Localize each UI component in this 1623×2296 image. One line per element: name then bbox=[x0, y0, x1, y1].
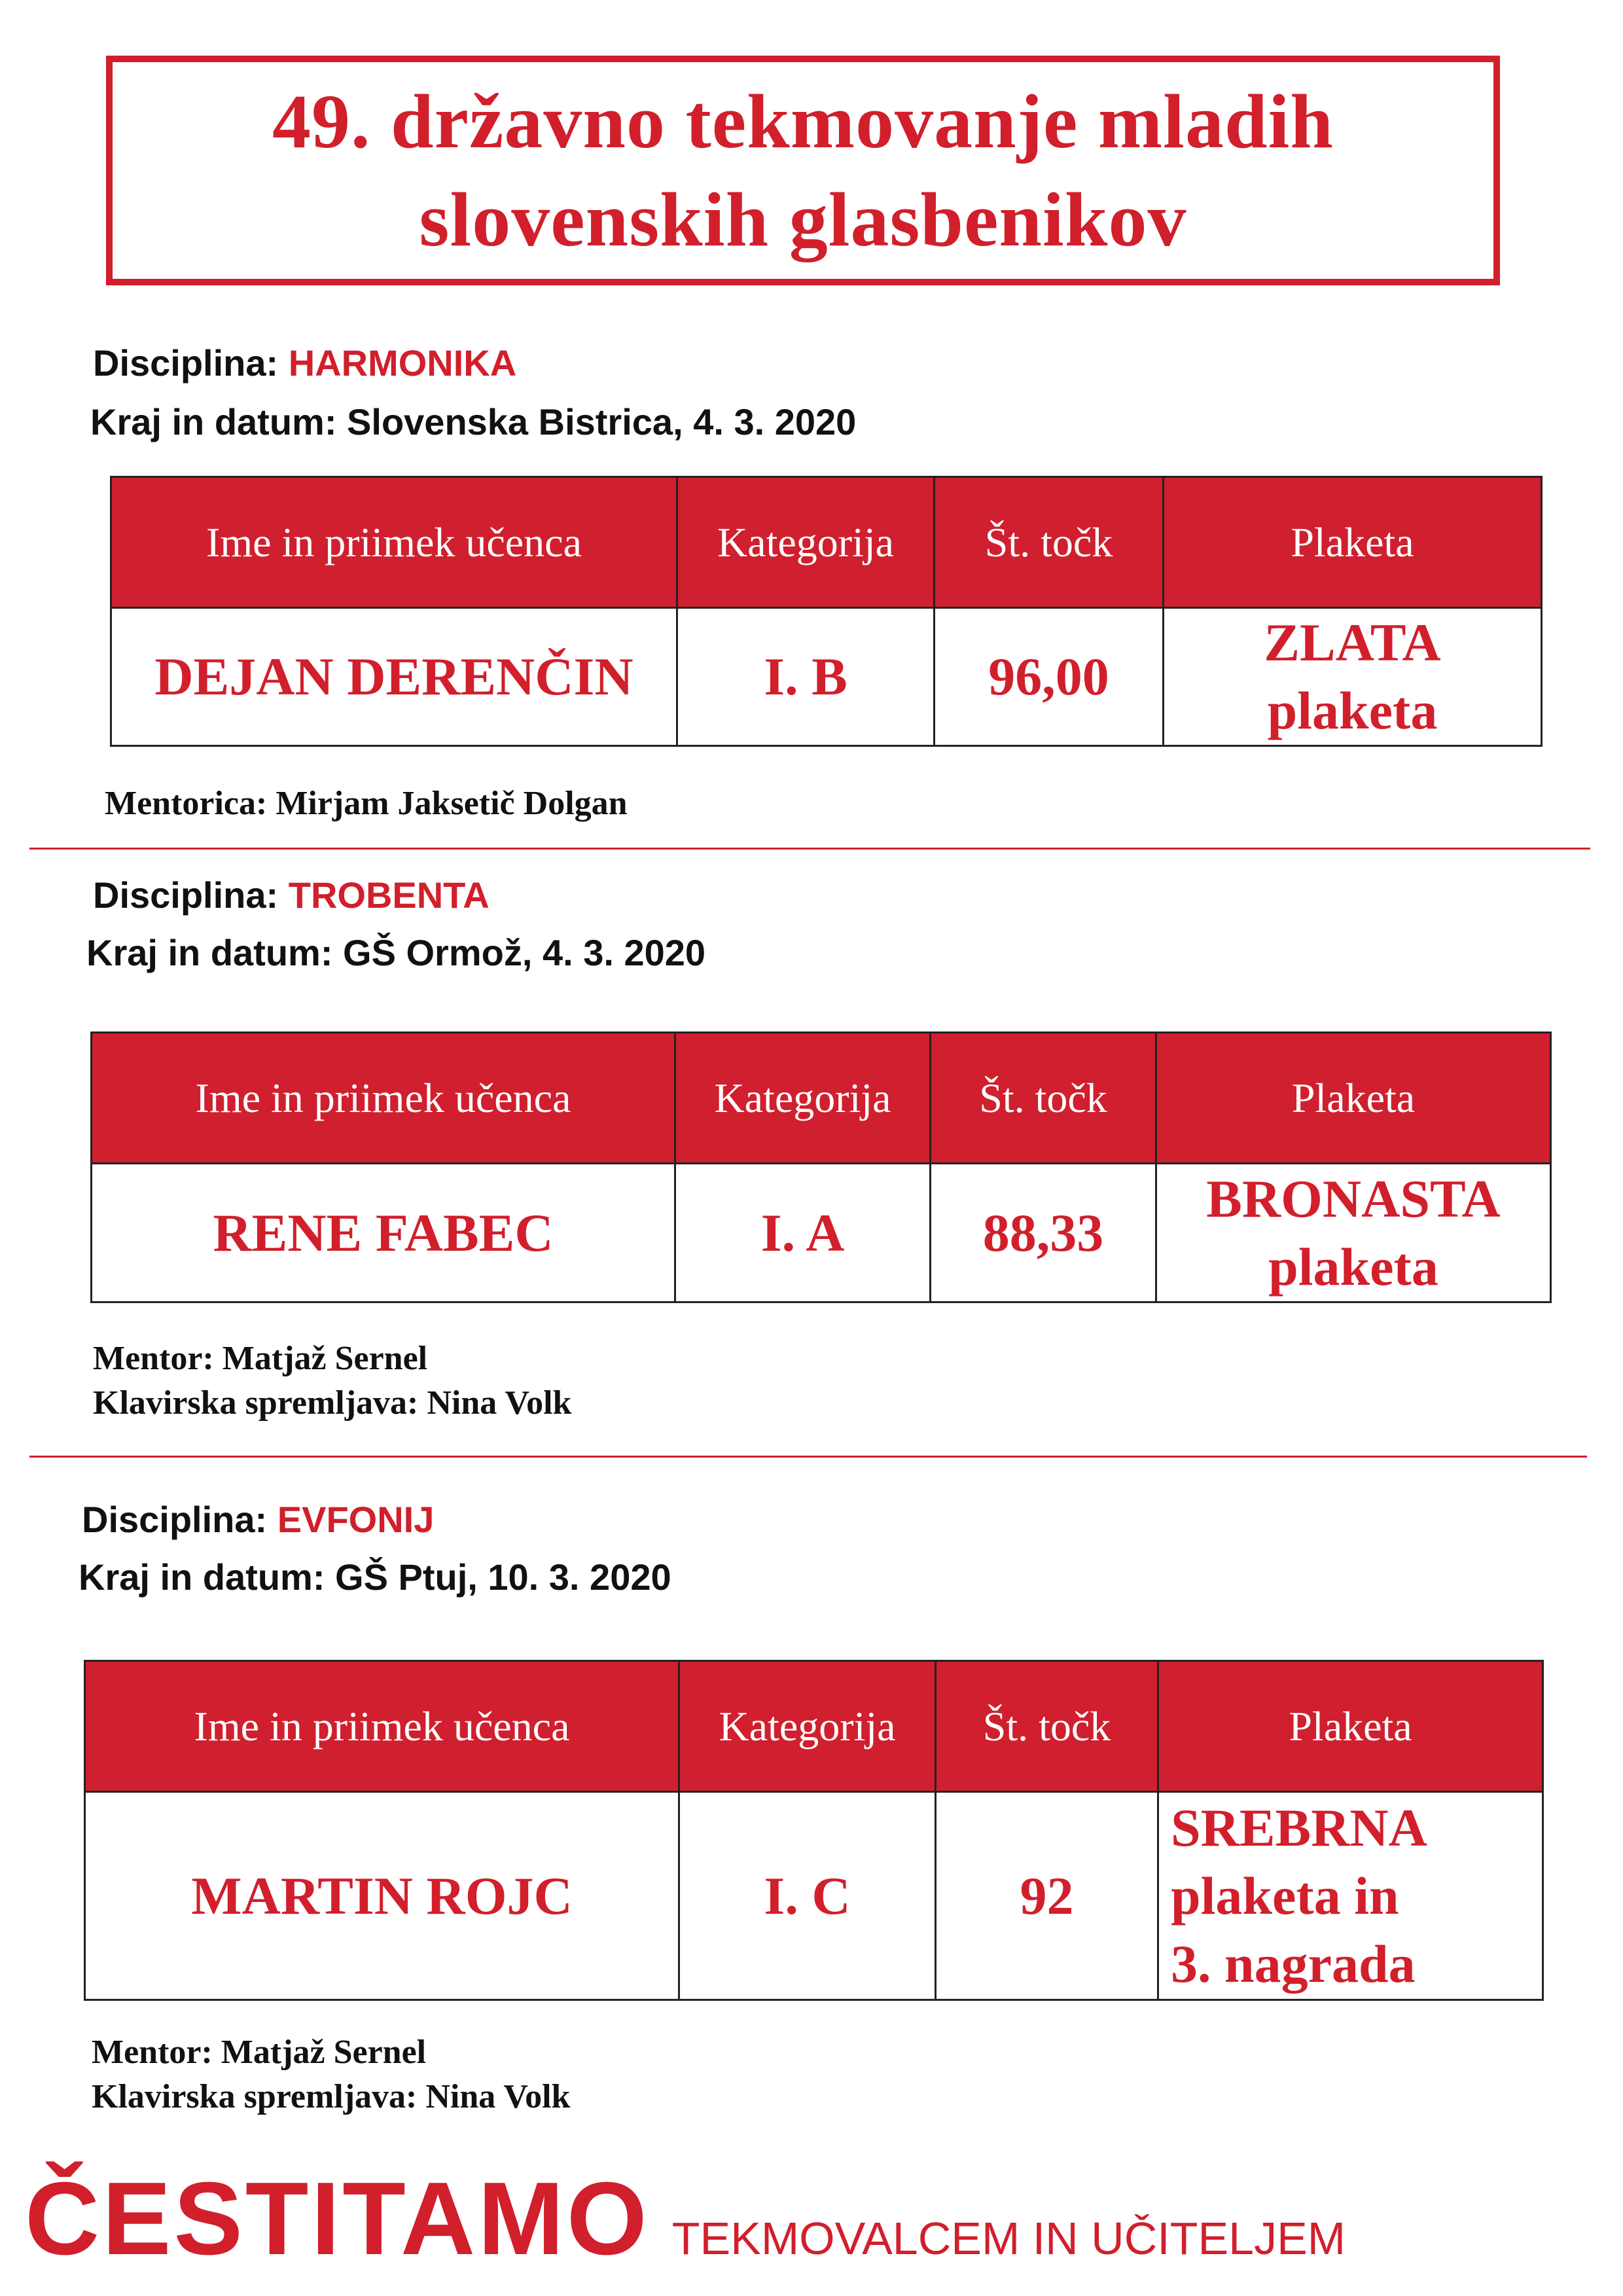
place-date-label: Kraj in datum: bbox=[86, 932, 333, 973]
title-line-1: 49. državno tekmovanje mladih bbox=[272, 78, 1334, 164]
results-table bbox=[84, 1660, 1544, 2001]
discipline-label: Disciplina: bbox=[93, 874, 279, 916]
table-row bbox=[85, 1792, 1543, 2000]
results-table bbox=[110, 476, 1543, 747]
student-name: DEJAN DERENČIN bbox=[111, 608, 677, 746]
discipline-value: HARMONIKA bbox=[288, 342, 517, 384]
points-value: 92 bbox=[936, 1792, 1158, 2000]
plaque-line-1: ZLATA bbox=[1264, 613, 1441, 672]
mentor-line-1: Mentor: Matjaž Sernel bbox=[92, 2034, 427, 2071]
header-points: Št. točk bbox=[931, 1033, 1156, 1164]
plaque-line-3: 3. nagrada bbox=[1171, 1933, 1416, 1994]
table-header-row bbox=[85, 1661, 1543, 1792]
congrats-subtitle: TEKMOVALCEM IN UČITELJEM bbox=[671, 2213, 1346, 2264]
section-divider bbox=[29, 848, 1590, 850]
category-value: I. C bbox=[679, 1792, 936, 2000]
plaque-line-1: SREBRNA bbox=[1171, 1797, 1427, 1857]
plaque-line-2: plaketa in bbox=[1171, 1865, 1399, 1926]
mentor-line-1: Mentorica: Mirjam Jaksetič Dolgan bbox=[105, 785, 628, 822]
table-header-row bbox=[111, 477, 1542, 608]
header-category: Kategorija bbox=[675, 1033, 931, 1164]
place-date-value: GŠ Ptuj, 10. 3. 2020 bbox=[335, 1556, 671, 1598]
place-date-line bbox=[90, 401, 856, 443]
plaque-value bbox=[1158, 1792, 1543, 2000]
plaque-line-2: plaketa bbox=[1268, 1236, 1438, 1297]
discipline-line bbox=[82, 1498, 434, 1541]
plaque-value bbox=[1164, 608, 1542, 746]
header-name: Ime in priimek učenca bbox=[92, 1033, 675, 1164]
header-plaque: Plaketa bbox=[1158, 1661, 1543, 1792]
section-divider bbox=[29, 1456, 1587, 1458]
discipline-value: EVFONIJ bbox=[277, 1499, 435, 1540]
place-date-line bbox=[79, 1556, 671, 1598]
place-date-value: Slovenska Bistrica, 4. 3. 2020 bbox=[347, 401, 857, 442]
plaque-value bbox=[1156, 1164, 1551, 1302]
discipline-value: TROBENTA bbox=[288, 874, 490, 916]
table-row bbox=[92, 1164, 1551, 1302]
mentor-line-2: Klavirska spremljava: Nina Volk bbox=[93, 1384, 572, 1422]
table-row bbox=[111, 608, 1542, 746]
header-name: Ime in priimek učenca bbox=[85, 1661, 679, 1792]
place-date-line bbox=[86, 931, 705, 974]
discipline-line bbox=[93, 874, 490, 916]
student-name: MARTIN ROJC bbox=[85, 1792, 679, 2000]
results-table bbox=[90, 1031, 1552, 1303]
header-plaque: Plaketa bbox=[1156, 1033, 1551, 1164]
mentor-line-2: Klavirska spremljava: Nina Volk bbox=[92, 2078, 571, 2115]
points-value: 96,00 bbox=[935, 608, 1164, 746]
discipline-line bbox=[93, 342, 516, 384]
place-date-value: GŠ Ormož, 4. 3. 2020 bbox=[343, 932, 706, 973]
footer-congrats bbox=[25, 2160, 1346, 2278]
mentor-info bbox=[93, 1336, 571, 1426]
mentor-info bbox=[105, 781, 628, 826]
mentor-info bbox=[92, 2030, 570, 2119]
discipline-label: Disciplina: bbox=[82, 1499, 268, 1540]
student-name: RENE FABEC bbox=[92, 1164, 675, 1302]
header-points: Št. točk bbox=[936, 1661, 1158, 1792]
category-value: I. A bbox=[675, 1164, 931, 1302]
header-points: Št. točk bbox=[935, 477, 1164, 608]
header-name: Ime in priimek učenca bbox=[111, 477, 677, 608]
title-box bbox=[106, 56, 1500, 285]
plaque-line-2: plaketa bbox=[1267, 681, 1438, 740]
place-date-label: Kraj in datum: bbox=[90, 401, 337, 442]
category-value: I. B bbox=[677, 608, 935, 746]
points-value: 88,33 bbox=[931, 1164, 1156, 1302]
title-line-2: slovenskih glasbenikov bbox=[419, 176, 1187, 262]
header-category: Kategorija bbox=[679, 1661, 936, 1792]
discipline-label: Disciplina: bbox=[93, 342, 279, 384]
plaque-line-1: BRONASTA bbox=[1206, 1168, 1501, 1229]
congrats-heading: ČESTITAMO bbox=[25, 2161, 650, 2276]
header-plaque: Plaketa bbox=[1164, 477, 1542, 608]
mentor-line-1: Mentor: Matjaž Sernel bbox=[93, 1340, 428, 1377]
header-category: Kategorija bbox=[677, 477, 935, 608]
place-date-label: Kraj in datum: bbox=[79, 1556, 325, 1598]
table-header-row bbox=[92, 1033, 1551, 1164]
